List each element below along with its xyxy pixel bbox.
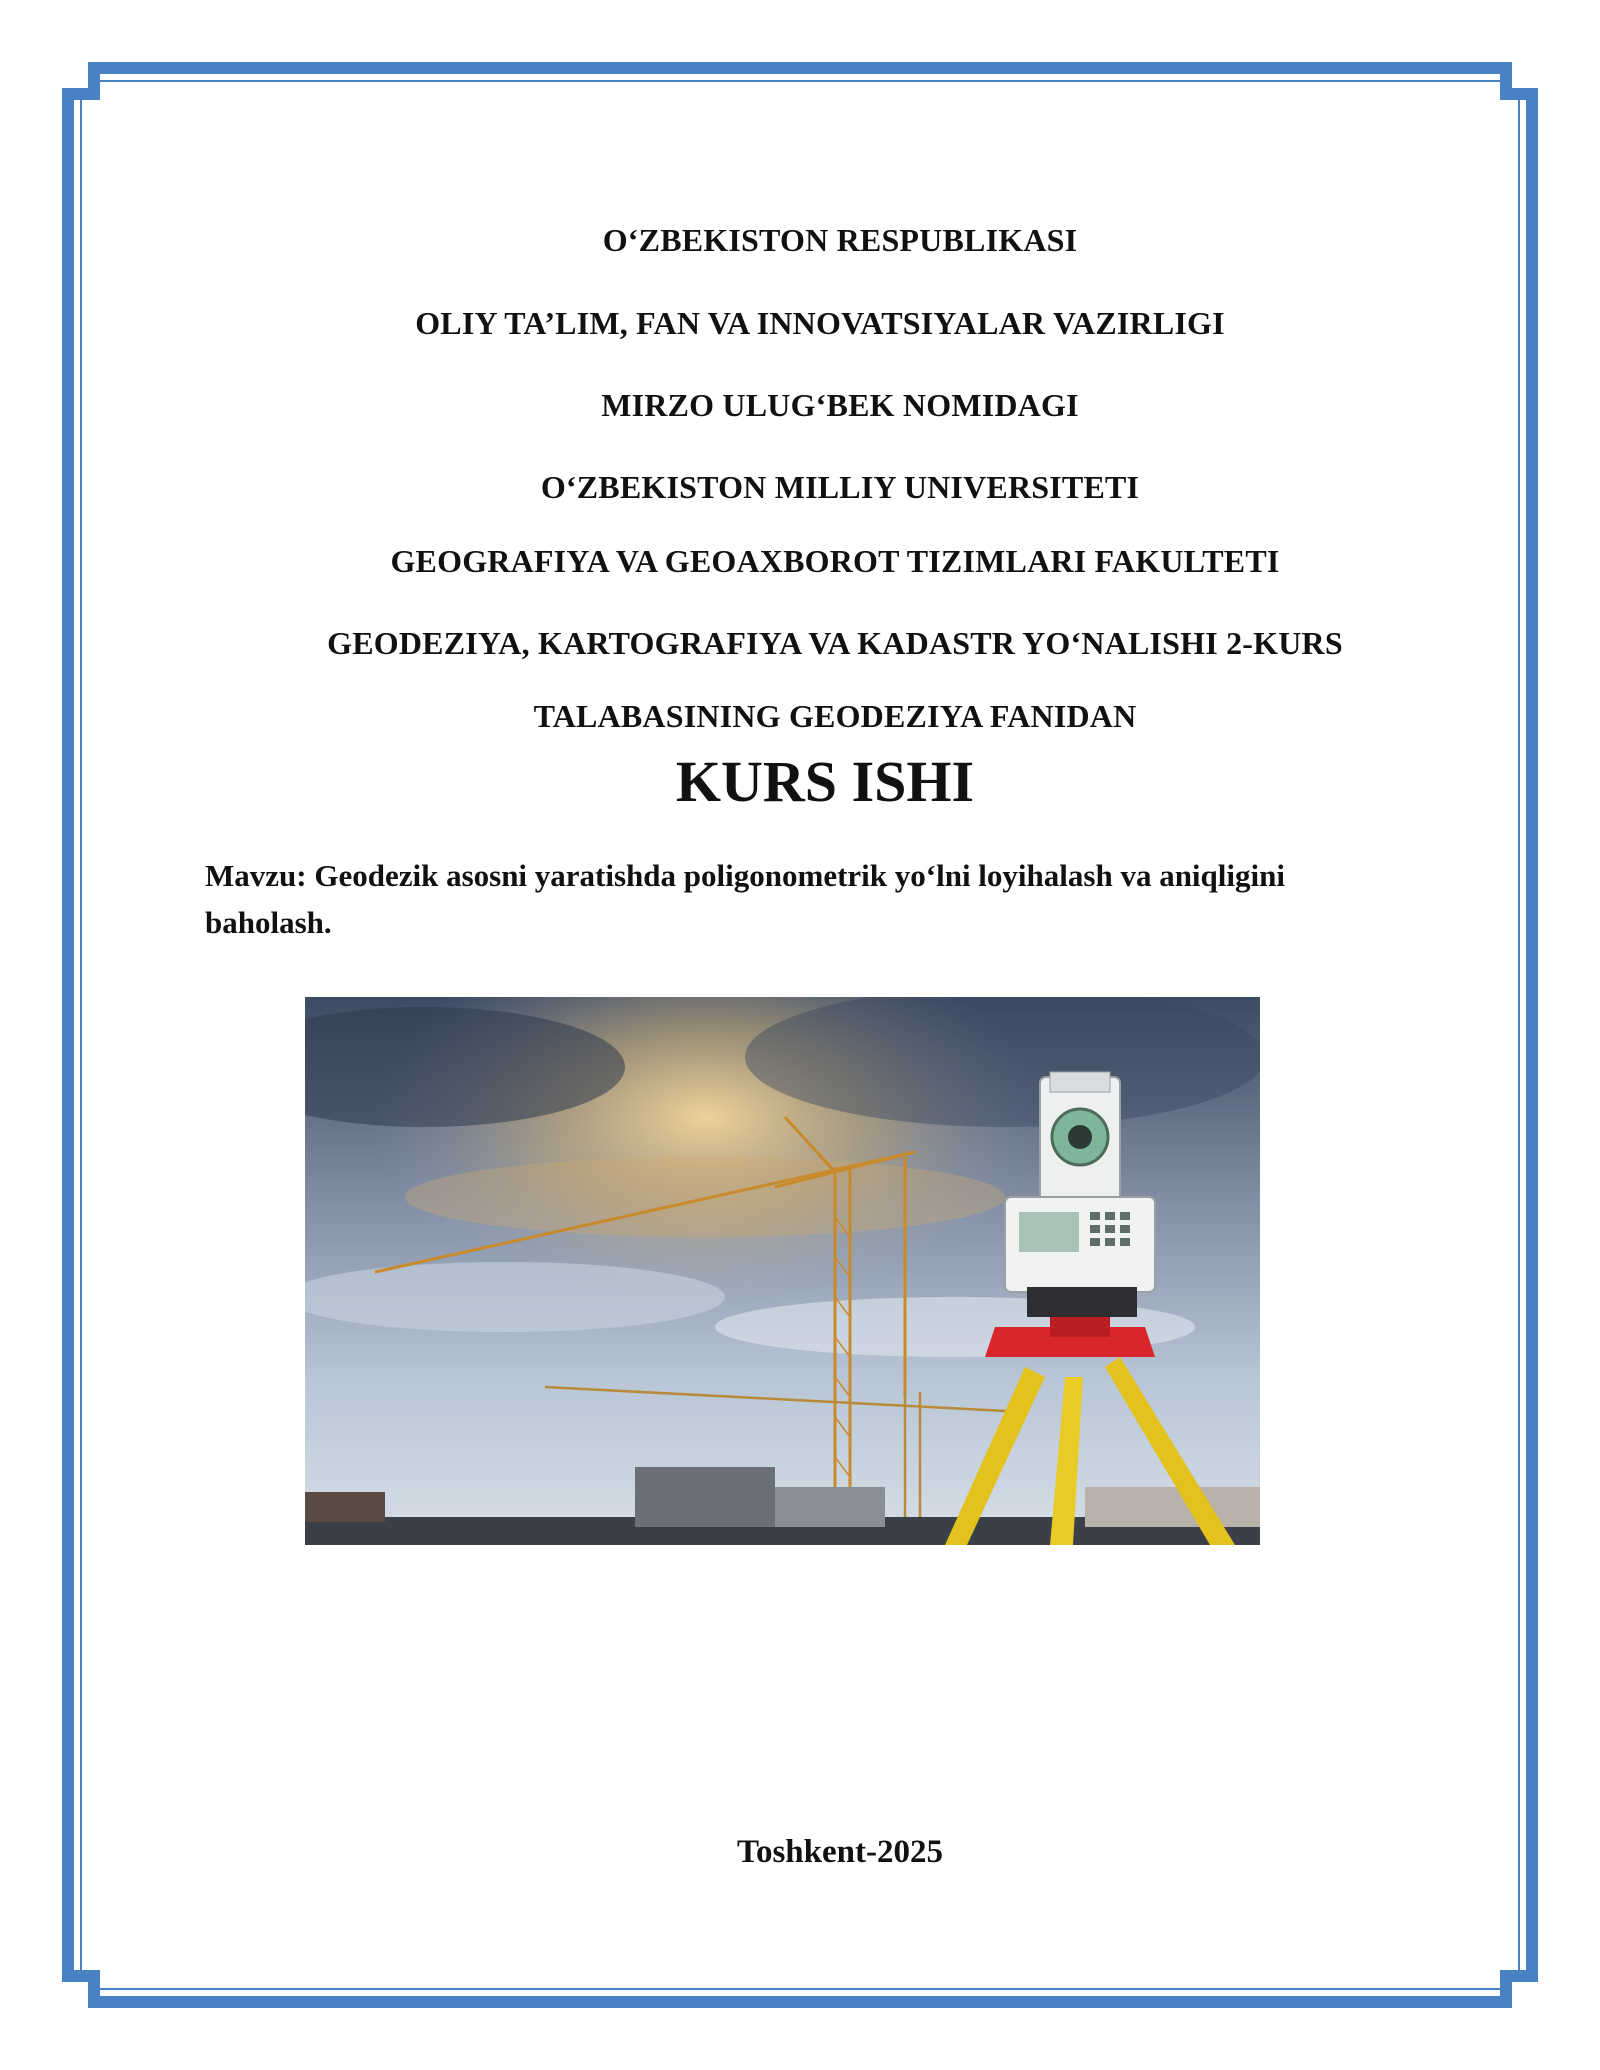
frame-corner-bottom-left [62,1970,100,2008]
frame-corner-top-right [1500,62,1538,100]
header-line-named-after: MIRZO ULUG‘BEK NOMIDAGI [601,387,1079,423]
header-line-direction: GEODEZIYA, KARTOGRAFIYA VA KADASTR YO‘NALISHI 2-KURS [327,625,1343,661]
header-line-university: O‘ZBEKISTON MILLIY UNIVERSITETI [540,469,1140,505]
total-station-photo-illustration [305,997,1260,1545]
header-line-subject: TALABASINING GEODEZIYA FANIDAN [533,698,1137,734]
header-line-ministry: OLIY TA’LIM, FAN VA INNOVATSIYALAR VAZIRLIGI [415,305,1225,341]
header-line-country: O‘ZBEKISTON RESPUBLIKASI [602,222,1078,258]
cover-photo [305,997,1260,1545]
document-title: KURS ISHI [675,749,975,814]
topic-text: Mavzu: Geodezik asosni yaratishda poligonometrik yo‘lni loyihalash va aniqligini baholash. [205,858,1285,940]
header-line-faculty: GEOGRAFIYA VA GEOAXBOROT TIZIMLARI FAKULTETI [390,543,1280,579]
frame-corner-bottom-right [1500,1970,1538,2008]
frame-corner-top-left [62,62,100,100]
place-and-year: Toshkent-2025 [736,1834,943,1870]
